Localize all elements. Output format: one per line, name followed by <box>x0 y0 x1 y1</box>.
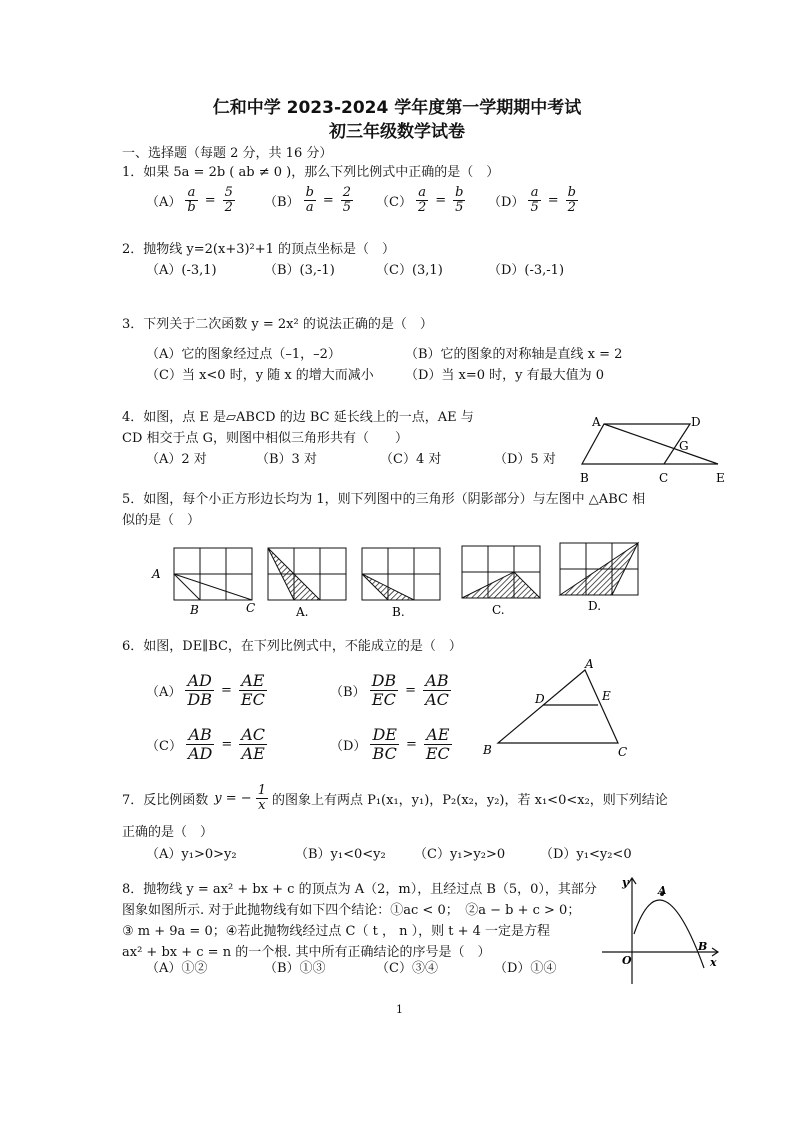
q5-label-a: A <box>152 567 161 581</box>
q1-option-b: （B） $\frac{b}{a}$ = $\frac{2}{5}$ <box>264 185 352 216</box>
q1-option-d: （D） $\frac{a}{5}$ = $\frac{b}{2}$ <box>488 185 576 216</box>
q5-figure-d <box>560 543 638 595</box>
q6-label-c: C <box>618 745 628 759</box>
q5-option-d-label: D. <box>588 599 602 613</box>
exam-title: 仁和中学 2023-2024 学年度第一学期期中考试 <box>212 98 582 118</box>
q8-line1: 8．抛物线 y = ax² + bx + c 的顶点为 A（2，m），且经过点 B（5，0），其部分 <box>122 882 597 897</box>
q2-option-a: （A）(-3,1) <box>146 263 217 278</box>
q4-label-g: G <box>679 439 689 453</box>
section-heading: 一、选择题（每题 2 分，共 16 分） <box>122 146 333 161</box>
q1-stem: 1．如果 5a = 2b ( ab ≠ 0 )，那么下列比例式中正确的是（ ） <box>122 165 500 180</box>
q3-option-c: （C）当 x<0 时，y 随 x 的增大而减小 <box>146 368 374 383</box>
q4-parallelogram-figure <box>578 414 738 486</box>
q4-option-d: （D）5 对 <box>494 452 556 467</box>
q4-label-d: D <box>691 415 701 429</box>
q6-option-c: （C） $\frac{AB}{AD}$ = $\frac{AC}{AE}$ <box>146 725 266 763</box>
q7-option-a: （A）y₁>0>y₂ <box>146 847 237 862</box>
q8-label-a: A <box>658 884 667 897</box>
q6-option-b: （B） $\frac{DB}{EC}$ = $\frac{AB}{AC}$ <box>330 671 449 709</box>
q5-label-b: B <box>190 603 199 617</box>
q4-label-a: A <box>592 415 601 429</box>
q6-option-a: （A） $\frac{AD}{DB}$ = $\frac{AE}{EC}$ <box>146 671 265 709</box>
q6-triangle-figure <box>480 656 640 760</box>
q8-option-d: （D）①④ <box>494 961 557 976</box>
q3-option-d: （D）当 x=0 时，y 有最大值为 0 <box>405 368 605 383</box>
q4-option-a: （A）2 对 <box>146 452 207 467</box>
q7-line2: 正确的是（ ） <box>122 825 214 840</box>
q6-label-b: B <box>483 743 492 757</box>
q8-line3: ③ m + 9a = 0；④若此抛物线经过点 C（ t ， n ），则 t + 4 一定是方程 <box>122 924 550 939</box>
q5-option-c-label: C. <box>492 603 505 617</box>
q8-line4: ax² + bx + c = n 的一个根. 其中所有正确结论的序号是（ ） <box>122 945 491 960</box>
q5-line2: 似的是（ ） <box>122 513 201 528</box>
q7-stem: 7．反比例函数 y = − $\frac{1}{x}$ 的图象上有两点 P₁(x₁，y₁)，P₂(x₂，y₂)，若 x₁<0<x₂，则下列结论 <box>122 783 668 814</box>
q6-label-a: A <box>585 657 594 671</box>
q4-option-c: （C）4 对 <box>380 452 442 467</box>
q4-line2: CD 相交于点 G，则图中相似三角形共有（ ） <box>122 431 409 446</box>
q2-option-d: （D）(-3,-1) <box>488 263 565 278</box>
q8-label-x: x <box>710 956 717 969</box>
q5-figure-a <box>268 548 346 600</box>
q5-figure-b <box>362 548 440 600</box>
q6-label-d: D <box>535 692 545 706</box>
q7-option-c: （C）y₁>y₂>0 <box>414 847 506 862</box>
q3-stem: 3．下列关于二次函数 y = 2x² 的说法正确的是（ ） <box>122 317 433 332</box>
q2-option-c: （C）(3,1) <box>376 263 443 278</box>
q2-option-b: （B）(3,-1) <box>264 263 335 278</box>
q5-label-c: C <box>246 601 256 615</box>
q5-option-a-label: A. <box>296 605 309 619</box>
q8-parabola-figure <box>600 872 724 988</box>
q5-line1: 5．如图，每个小正方形边长均为 1，则下列图中的三角形（阴影部分）与左图中 △ABC 相 <box>122 492 646 507</box>
q8-option-c: （C）③④ <box>376 961 438 976</box>
q8-label-o: O <box>622 954 632 967</box>
q7-option-d: （D）y₁<y₂<0 <box>540 847 632 862</box>
q5-figure-c <box>462 546 540 598</box>
q8-option-b: （B）①③ <box>264 961 326 976</box>
q4-label-c: C <box>659 471 669 485</box>
q8-label-b: B <box>698 940 708 953</box>
q2-stem: 2．抛物线 y=2(x+3)²+1 的顶点坐标是（ ） <box>122 242 396 257</box>
q1-option-a: （A） $\frac{a}{b}$ = $\frac{5}{2}$ <box>146 185 233 216</box>
q6-stem: 6．如图，DE∥BC，在下列比例式中，不能成立的是（ ） <box>122 639 462 654</box>
q6-option-d: （D） $\frac{DE}{BC}$ = $\frac{AE}{EC}$ <box>330 725 450 763</box>
q4-label-e: E <box>716 471 725 485</box>
q6-label-e: E <box>602 689 611 703</box>
exam-subtitle: 初三年级数学试卷 <box>329 122 465 142</box>
page-number: 1 <box>396 1003 403 1016</box>
q7-option-b: （B）y₁<0<y₂ <box>295 847 386 862</box>
q4-line1: 4．如图，点 E 是▱ABCD 的边 BC 延长线上的一点，AE 与 <box>122 410 474 425</box>
q1-option-c: （C） $\frac{a}{2}$ = $\frac{b}{5}$ <box>376 185 464 216</box>
q4-option-b: （B）3 对 <box>256 452 317 467</box>
q4-label-b: B <box>580 471 589 485</box>
q3-option-a: （A）它的图象经过点（–1，–2） <box>146 347 341 362</box>
q5-grid-figures <box>150 540 650 620</box>
q3-option-b: （B）它的图象的对称轴是直线 x = 2 <box>405 347 623 362</box>
q8-line2: 图象如图所示. 对于此抛物线有如下四个结论：①ac < 0； ②a − b + c > 0； <box>122 903 581 918</box>
q8-option-a: （A）①② <box>146 961 208 976</box>
q5-option-b-label: B. <box>392 605 405 619</box>
q8-label-y: y <box>622 876 629 889</box>
